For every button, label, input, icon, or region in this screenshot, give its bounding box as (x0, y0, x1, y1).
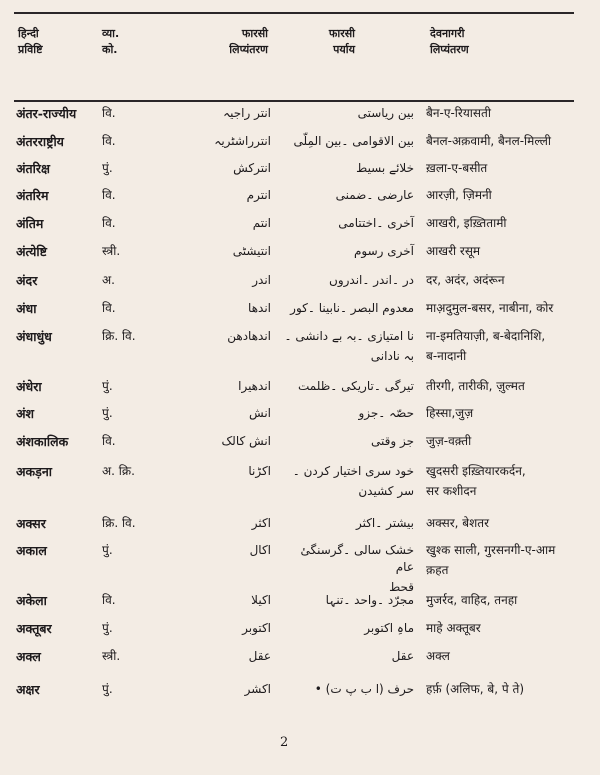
farsi-synonym-line: سر کشیدن (358, 484, 414, 498)
devanagari-transliteration (426, 648, 596, 665)
farsi-transliteration: انتیشٹی (232, 244, 271, 258)
devanagari-transliteration-line: जुज़-वक़्ती (426, 434, 472, 448)
farsi-synonym-line: خشک سالی ۔گرسنگیٔ عام (300, 543, 414, 574)
headword: अंतरराष्ट्रीय (16, 134, 64, 149)
headword: अक्सर (16, 516, 46, 531)
devanagari-transliteration (426, 243, 596, 260)
devanagari-transliteration-line: हर्फ़ (अलिफ, बे, पे ते) (426, 682, 525, 696)
devanagari-transliteration-line: आरज़ी, ज़िमनी (426, 188, 492, 202)
farsi-transliteration: اندھا (248, 301, 271, 315)
grammar-tag: वि. (102, 106, 116, 120)
farsi-synonym (280, 515, 414, 532)
farsi-transliteration: اندر (252, 273, 271, 287)
headword: अंतर-राज्यीय (16, 106, 77, 121)
devanagari-transliteration (426, 463, 596, 500)
devanagari-transliteration (426, 405, 596, 422)
header-hindi-entry: हिन्दी प्रविष्टि (18, 27, 43, 56)
grammar-tag: पुं. (102, 682, 113, 696)
farsi-synonym (280, 133, 414, 150)
farsi-synonym-line: تیرگی ۔تاریکی ۔ظلمت (298, 379, 414, 393)
farsi-synonym-line: ماہِ اکتوبر (364, 621, 414, 635)
devanagari-transliteration-line: दर, अदंर, अदंरून (426, 273, 505, 287)
headword: अंतरिम (16, 188, 49, 203)
devanagari-transliteration (426, 300, 596, 317)
farsi-synonym-line: بیشتر ۔اکثر (355, 516, 414, 530)
headword: अकड़ना (16, 464, 53, 479)
farsi-synonym-line: معدوم البصر ۔نابینا ۔کور (290, 301, 414, 315)
grammar-tag: पुं. (102, 406, 113, 420)
farsi-synonym-line: آخری رسوم (353, 244, 414, 258)
farsi-synonym-line: جز وقتی (370, 434, 414, 448)
devanagari-transliteration-line: तीरगी, तारीकी, ज़ुल्मत (426, 379, 525, 393)
farsi-synonym (280, 187, 414, 204)
devanagari-transliteration (426, 378, 596, 395)
headword: अकाल (16, 543, 47, 558)
farsi-transliteration: انترم (246, 188, 271, 202)
farsi-transliteration: انش کالک (221, 434, 271, 448)
farsi-synonym (280, 300, 414, 317)
farsi-transliteration: اکال (249, 543, 271, 557)
devanagari-transliteration-line: क़हत (426, 563, 449, 577)
farsi-synonym-line: حصّہ ۔جزو (358, 406, 414, 420)
devanagari-transliteration-line: खुदसरी इख़्तियारकर्दन, (426, 464, 526, 478)
grammar-tag: वि. (102, 216, 116, 230)
devanagari-transliteration (426, 542, 596, 579)
grammar-tag: वि. (102, 188, 116, 202)
header-farsi-transliteration: फारसी लिप्यंतरण (229, 27, 268, 56)
grammar-tag: वि. (102, 301, 116, 315)
devanagari-transliteration-line: सर कशीदन (426, 484, 477, 498)
devanagari-transliteration (426, 681, 596, 698)
farsi-synonym-line: بین ریاستی (357, 106, 414, 120)
farsi-transliteration: انتم (252, 216, 271, 230)
headword: अंत्येष्टि (16, 244, 47, 259)
headword: अकेला (16, 593, 47, 608)
farsi-synonym (280, 592, 414, 609)
farsi-synonym-line: عقل (391, 649, 414, 663)
header-rule (14, 100, 574, 102)
grammar-tag: स्त्री. (102, 244, 121, 258)
farsi-synonym (280, 463, 414, 500)
farsi-synonym (280, 215, 414, 232)
farsi-synonym (280, 160, 414, 177)
headword: अक्ल (16, 649, 41, 664)
grammar-tag: वि. (102, 593, 116, 607)
farsi-synonym (280, 620, 414, 637)
farsi-transliteration: اکڑنا (248, 464, 271, 478)
top-rule (14, 12, 574, 14)
farsi-transliteration: انترراشٹریہ (214, 134, 271, 148)
farsi-synonym-line: بہ نادانی (370, 349, 414, 363)
devanagari-transliteration-line: हिस्सा,जुज़ (426, 406, 474, 420)
farsi-transliteration: انش (249, 406, 271, 420)
grammar-tag: स्त्री. (102, 649, 121, 663)
devanagari-transliteration-line: ब-नादानी (426, 349, 467, 363)
headword: अक्तूबर (16, 621, 52, 636)
farsi-synonym (280, 433, 414, 450)
farsi-synonym (280, 378, 414, 395)
grammar-tag: पुं. (102, 543, 113, 557)
grammar-tag: पुं. (102, 379, 113, 393)
devanagari-transliteration (426, 215, 596, 232)
devanagari-transliteration (426, 160, 596, 177)
farsi-synonym (280, 405, 414, 422)
farsi-synonym (280, 681, 414, 698)
devanagari-transliteration (426, 105, 596, 122)
farsi-synonym (280, 105, 414, 122)
grammar-tag: पुं. (102, 161, 113, 175)
farsi-transliteration: اکشر (244, 682, 271, 696)
farsi-transliteration: انتر راجیہ (223, 106, 271, 120)
farsi-synonym-line: خود سری اختیار کردن ۔ (292, 464, 414, 478)
farsi-synonym (280, 328, 414, 365)
devanagari-transliteration (426, 133, 596, 150)
devanagari-transliteration-line: आखरी रसूम (426, 244, 481, 258)
farsi-synonym-line: در ۔اندر ۔اندروں (329, 273, 414, 287)
headword: अंधाधुंध (16, 329, 52, 344)
farsi-synonym (280, 648, 414, 665)
devanagari-transliteration (426, 328, 596, 365)
grammar-tag: क्रि. वि. (102, 329, 136, 343)
devanagari-transliteration-line: माहे अक्तूबर (426, 621, 481, 635)
devanagari-transliteration-line: आखरी, इख़्तितामी (426, 216, 507, 230)
header-farsi-synonym: फारसी पर्याय (328, 27, 355, 56)
headword: अक्षर (16, 682, 40, 697)
devanagari-transliteration-line: माअ़दुमुल-बसर, नाबीना, कोर (426, 301, 554, 315)
farsi-synonym (280, 243, 414, 260)
farsi-synonym-line: حرف (ا ب پ ت) • (314, 682, 414, 696)
devanagari-transliteration-line: बैन-ए-रियासती (426, 106, 491, 120)
farsi-transliteration: عقل (248, 649, 271, 663)
headword: अंधा (16, 301, 37, 316)
devanagari-transliteration (426, 433, 596, 450)
farsi-transliteration: انترکش (233, 161, 271, 175)
headword: अंशकालिक (16, 434, 69, 449)
header-devanagari-transliteration: देवनागरी लिप्यंतरण (430, 27, 469, 56)
devanagari-transliteration-line: बैनल-अक़वामी, बैनल-मिल्ली (426, 134, 551, 148)
farsi-transliteration: اندھادھن (227, 329, 271, 343)
farsi-synonym-line: بین الاقوامی ۔بین المِلّی (293, 134, 414, 148)
devanagari-transliteration-line: मुजर्रद, वाहिद, तनहा (426, 593, 518, 607)
farsi-synonym-line: قحط (389, 580, 414, 594)
grammar-tag: अ. क्रि. (102, 464, 135, 478)
devanagari-transliteration-line: खुश्क साली, गुरसनगी-ए-आम (426, 543, 556, 557)
devanagari-transliteration (426, 515, 596, 532)
grammar-tag: वि. (102, 134, 116, 148)
devanagari-transliteration-line: ना-इमतियाज़ी, ब-बेदानिशि, (426, 329, 546, 343)
headword: अंतरिक्ष (16, 161, 50, 176)
header-grammar: व्या. को. (102, 27, 120, 56)
farsi-synonym-line: خلائے بسیط (356, 161, 414, 175)
farsi-transliteration: اکیلا (251, 593, 271, 607)
page-number: 2 (280, 735, 289, 750)
grammar-tag: वि. (102, 434, 116, 448)
farsi-synonym-line: نا امتیازی ۔بہ بے دانشی ۔ (284, 329, 414, 343)
farsi-synonym-line: عارضی ۔ضمنی (335, 188, 414, 202)
farsi-synonym (280, 272, 414, 289)
grammar-tag: क्रि. वि. (102, 516, 136, 530)
devanagari-transliteration-line: अक्सर, बेशतर (426, 516, 490, 530)
headword: अंतिम (16, 216, 44, 231)
headword: अंश (16, 406, 35, 421)
devanagari-transliteration (426, 187, 596, 204)
farsi-transliteration: اندھیرا (238, 379, 271, 393)
farsi-synonym-line: مجرّد ۔واحد ۔تنہا (325, 593, 414, 607)
devanagari-transliteration (426, 592, 596, 609)
devanagari-transliteration-line: अक्ल (426, 649, 450, 663)
devanagari-transliteration (426, 620, 596, 637)
farsi-synonym (280, 542, 414, 596)
farsi-transliteration: اکثر (251, 516, 271, 530)
devanagari-transliteration (426, 272, 596, 289)
grammar-tag: अ. (102, 273, 115, 287)
farsi-transliteration: اکتوبر (242, 621, 271, 635)
farsi-synonym-line: آخری ۔اختتامی (338, 216, 414, 230)
devanagari-transliteration-line: ख़ला-ए-बसीत (426, 161, 488, 175)
headword: अंधेरा (16, 379, 42, 394)
headword: अंदर (16, 273, 38, 288)
grammar-tag: पुं. (102, 621, 113, 635)
